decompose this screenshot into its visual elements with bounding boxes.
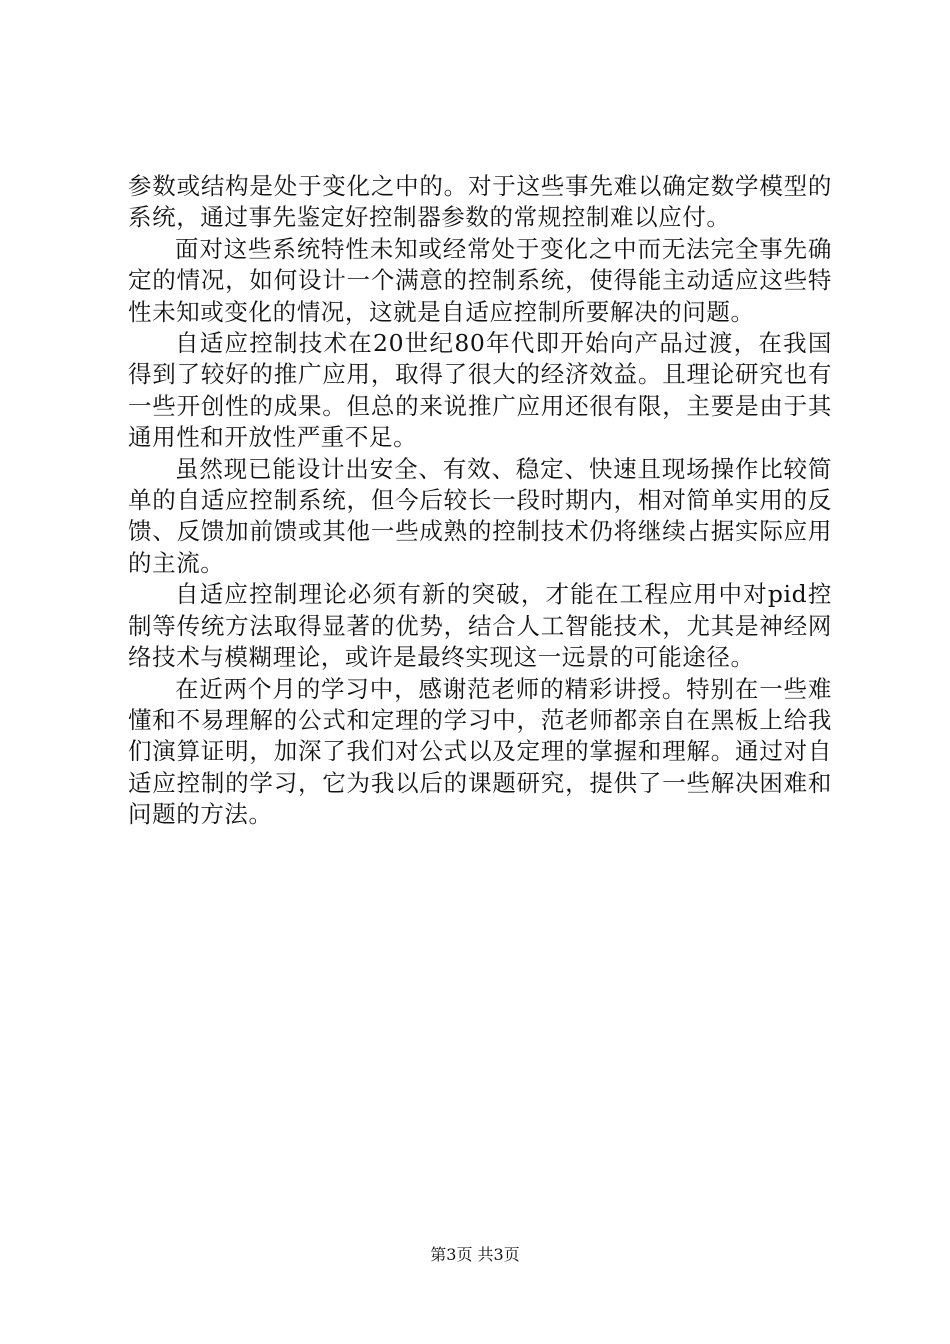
paragraph-6: 在近两个月的学习中，感谢范老师的精彩讲授。特别在一些难懂和不易理解的公式和定理的学习中，范老师都亲自在黑板上给我们演算证明，加深了我们对公式以及定理的掌握和理解。通过对自适应控制的学习，它为我以后的课题研究，提供了一些解决困难和问题的方法。 <box>128 674 832 829</box>
paragraph-1: 参数或结构是处于变化之中的。对于这些事先难以确定数学模型的系统，通过事先鉴定好控制器参数的常规控制难以应付。 <box>128 172 832 232</box>
page-footer: 第3页 共3页 <box>430 1245 520 1264</box>
document-body <box>128 171 832 831</box>
paragraph-5: 自适应控制理论必须有新的突破，才能在工程应用中对pid控制等传统方法取得显著的优势，结合人工智能技术，尤其是神经网络技术与模糊理论，或许是最终实现这一远景的可能途径。 <box>128 580 832 672</box>
paragraph-4: 虽然现已能设计出安全、有效、稳定、快速且现场操作比较简单的自适应控制系统，但今后较长一段时期内，相对简单实用的反馈、反馈加前馈或其他一些成熟的控制技术仍将继续占据实际应用的主流。 <box>128 454 832 577</box>
paragraph-3: 自适应控制技术在20世纪80年代即开始向产品过渡，在我国得到了较好的推广应用，取得了很大的经济效益。且理论研究也有一些开创性的成果。但总的来说推广应用还很有限，主要是由于其通用性和开放性严重不足。 <box>128 329 832 452</box>
paragraph-2: 面对这些系统特性未知或经常处于变化之中而无法完全事先确定的情况，如何设计一个满意的控制系统，使得能主动适应这些特性未知或变化的情况，这就是自适应控制所要解决的问题。 <box>128 234 832 326</box>
